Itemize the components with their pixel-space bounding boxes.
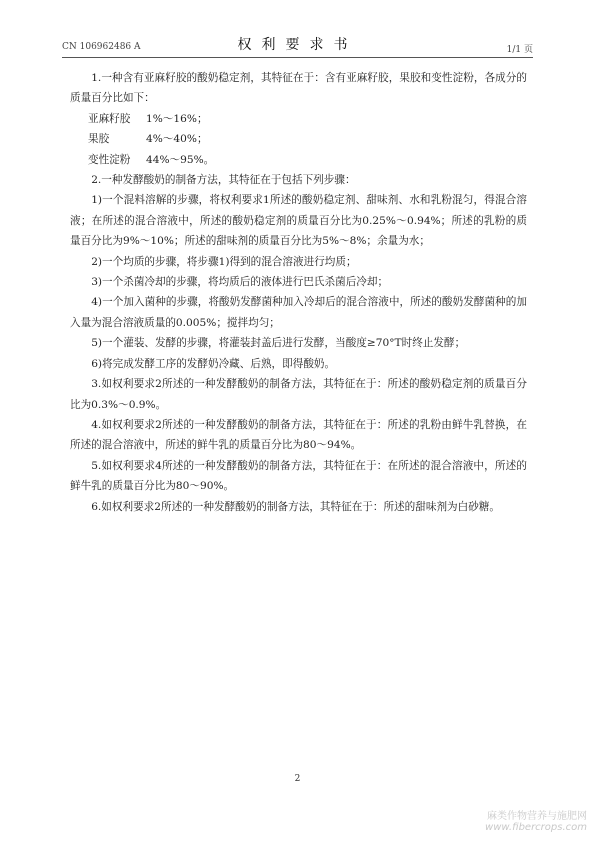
- watermark-site-name: 麻类作物营养与施肥网: [487, 811, 587, 822]
- component-name: 果胶: [88, 133, 110, 146]
- claim-4: 4.如权利要求2所述的一种发酵酸奶的制备方法，其特征在于：所述的乳粉由鲜牛乳替换，在所述的混合溶液中，所述的鲜牛乳的质量百分比为80～94%。: [70, 418, 527, 452]
- claim-2-step-4: 4)一个加入菌种的步骤，将酸奶发酵菌种加入冷却后的混合溶液中，所述的酸奶发酵菌种的加入量为混合溶液质量的0.005%；搅拌均匀；: [70, 296, 527, 329]
- watermark-url: www.fibercrops.com: [485, 822, 587, 833]
- page-number: 2: [294, 774, 301, 784]
- header-divider: [62, 57, 533, 58]
- claim-6: 6.如权利要求2所述的一种发酵酸奶的制备方法，其特征在于：所述的甜味剂为白砂糖。: [91, 500, 501, 513]
- claims-body: [70, 68, 527, 517]
- component-range: 4%～40%；: [146, 133, 208, 146]
- component-row: [70, 129, 527, 149]
- claim-1: 1.一种含有亚麻籽胶的酸奶稳定剂，其特征在于：含有亚麻籽胶，果胶和变性淀粉，各成分的质量百分比如下：: [70, 72, 527, 105]
- page-indicator: 1/1 页: [506, 45, 533, 55]
- claim-2: 2.一种发酵酸奶的制备方法，其特征在于包括下列步骤：: [91, 174, 356, 187]
- claim-2-step-5: 5)一个灌装、发酵的步骤，将灌装封盖后进行发酵，当酸度≥70°T时终止发酵；: [91, 337, 466, 350]
- claim-2-step-2: 2)一个均质的步骤，将步骤1)得到的混合溶液进行均质；: [91, 255, 357, 268]
- component-range: 44%～95%。: [146, 153, 215, 166]
- publication-number: CN 106962486 A: [62, 42, 141, 52]
- claim-5: 5.如权利要求4所述的一种发酵酸奶的制备方法，其特征在于：在所述的混合溶液中，所述的鲜牛乳的质量百分比为80～90%。: [70, 459, 527, 493]
- component-range: 1%～16%；: [146, 112, 208, 125]
- claim-2-step-6: 6)将完成发酵工序的发酵奶冷藏、后熟，即得酸奶。: [91, 357, 336, 370]
- claim-2-step-1: 1)一个混料溶解的步骤，将权利要求1所述的酸奶稳定剂、甜味剂、水和乳粉混匀，得混合溶液；在所述的混合溶液中，所述的酸奶稳定剂的质量百分比为0.25%～0.94%；所述的乳粉的质量百分比为9%～10%；所述的甜味剂的质量百分比为5%～8%；余量为水；: [70, 194, 527, 248]
- component-name: 亚麻籽胶: [88, 112, 131, 125]
- page-title: 权利要求书: [237, 37, 358, 53]
- claim-2-step-3: 3)一个杀菌冷却的步骤，将均质后的液体进行巴氏杀菌后冷却；: [91, 276, 389, 289]
- component-name: 变性淀粉: [88, 153, 131, 166]
- component-row: [70, 109, 527, 129]
- document-header: [62, 34, 533, 56]
- claim-3: 3.如权利要求2所述的一种发酵酸奶的制备方法，其特征在于：所述的酸奶稳定剂的质量百分比为0.3%～0.9%。: [70, 378, 527, 411]
- component-row: [70, 150, 527, 170]
